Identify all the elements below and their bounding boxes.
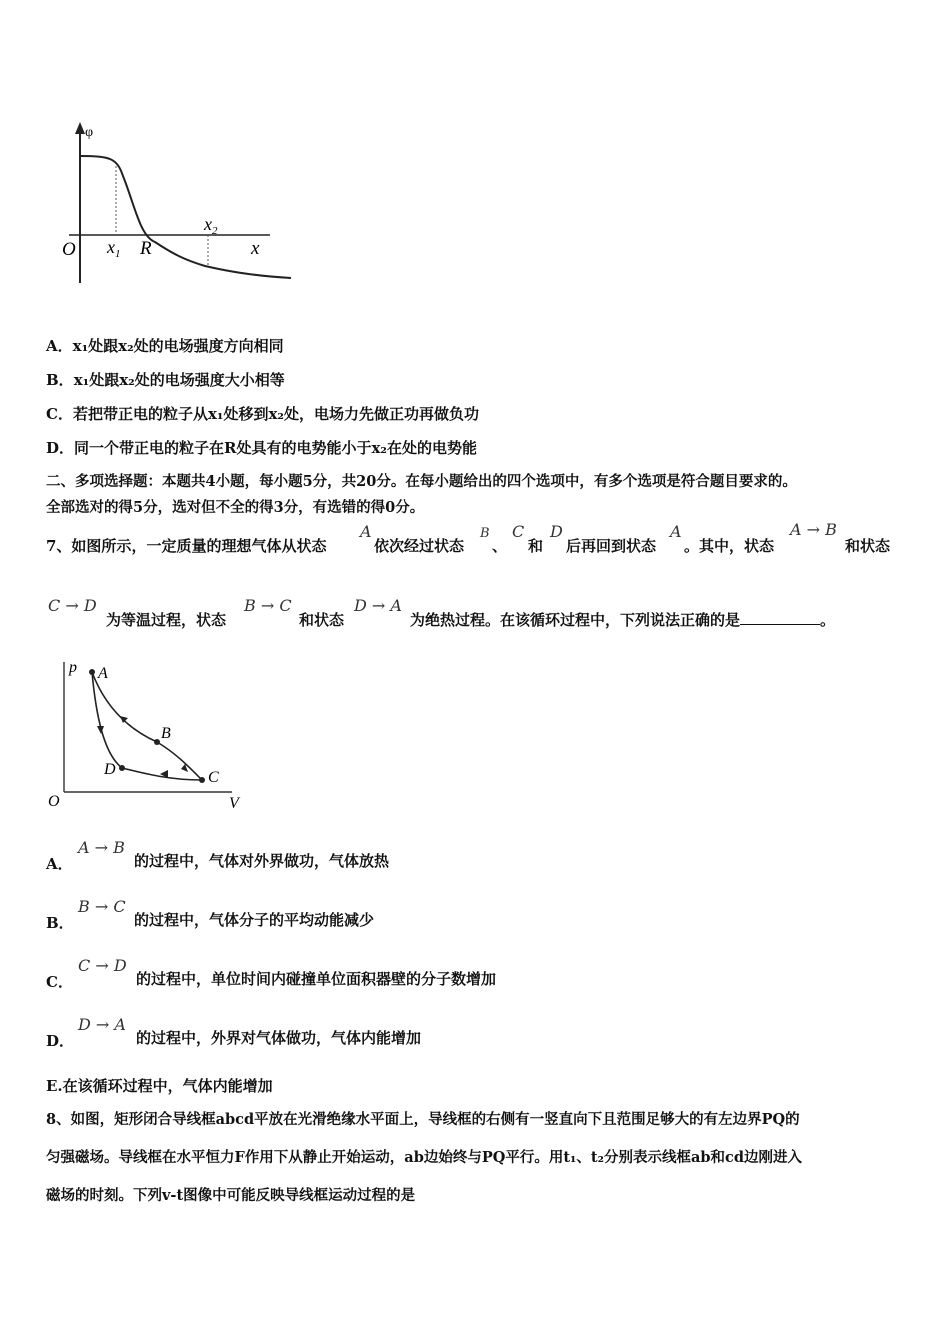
q7-math-a2: A	[670, 522, 682, 541]
q7-option-b-text: 的过程中，气体分子的平均动能减少	[134, 911, 375, 929]
point-a	[89, 669, 95, 675]
q7-stem-t6: 和状态	[845, 537, 891, 555]
point-c-label: C	[208, 769, 219, 786]
q7-option-c-text: 的过程中，单位时间内碰撞单位面积器壁的分子数增加	[136, 970, 497, 988]
q7-option-d-text: 的过程中，外界对气体做功，气体内能增加	[136, 1029, 422, 1047]
section2-instructions-line1: 二、多项选择题：本题共4小题，每小题5分，共20分。在每小题给出的四个选项中，有多个选项是符合题目要求的。	[46, 473, 797, 490]
q7-stem-t3: 和	[528, 537, 544, 555]
answer-blank[interactable]	[740, 610, 820, 625]
x2-label: $x_2$	[204, 214, 218, 237]
q7-stem-t4: 后再回到状态	[566, 537, 657, 555]
phi-x-graph	[55, 118, 305, 290]
q7-stem-t9: 为绝热过程。在该循环过程中，下列说法正确的是 。	[410, 611, 836, 629]
x1-label: $x_1$	[107, 237, 121, 260]
q6-option-a[interactable]: A．x₁处跟x₂处的电场强度方向相同	[46, 337, 284, 355]
origin-label-pv: O	[48, 793, 60, 810]
phi-curve	[80, 156, 291, 278]
phi-axis-arrow-icon	[75, 122, 85, 134]
q7-math-ab: A → B	[790, 520, 837, 539]
q7-math-da: D → A	[354, 596, 402, 615]
p-axis-label: p	[69, 659, 77, 676]
q6-option-d[interactable]: D．同一个带正电的粒子在R处具有的电势能小于x₂在处的电势能	[46, 439, 477, 457]
q7-stem-t5: 。其中，状态	[684, 537, 775, 555]
q7-option-b-math: B → C	[78, 897, 126, 916]
q7-math-bc: B → C	[244, 596, 292, 615]
q7-stem-prefix: 7、如图所示，一定质量的理想气体从状态	[46, 537, 327, 555]
point-b	[154, 739, 160, 745]
phi-label: φ	[85, 125, 94, 140]
q7-stem-t8: 和状态	[299, 611, 345, 629]
q7-stem-t2: 、	[492, 537, 508, 555]
point-d	[119, 765, 125, 771]
q8-stem-line3: 磁场的时刻。下列v-t图像中可能反映导线框运动过程的是	[46, 1187, 416, 1204]
x-axis-label: x	[251, 238, 260, 259]
section2-instructions-line2: 全部选对的得5分，选对但不全的得3分，有选错的得0分。	[46, 499, 425, 516]
q7-option-c-letter: C．	[46, 973, 73, 991]
pv-graph	[42, 656, 257, 814]
q7-math-d: D	[550, 522, 563, 541]
q8-stem-line2: 匀强磁场。导线框在水平恒力F作用下从静止开始运动，ab边始终与PQ平行。用t₁、t₂分别表示线框ab和cd边刚进入	[46, 1149, 802, 1166]
point-d-label: D	[104, 761, 116, 778]
v-axis-label: V	[229, 795, 239, 812]
q8-stem-line1: 8、如图，矩形闭合导线框abcd平放在光滑绝缘水平面上，导线框的右侧有一竖直向下且范围足够大的有左边界PQ的	[46, 1111, 800, 1128]
q7-option-e[interactable]: E.在该循环过程中，气体内能增加	[46, 1077, 273, 1095]
q7-option-d-math: D → A	[78, 1015, 126, 1034]
q6-option-b[interactable]: B．x₁处跟x₂处的电场强度大小相等	[46, 371, 285, 389]
r-label: R	[140, 238, 152, 259]
q7-math-b: B	[480, 526, 490, 541]
point-b-label: B	[161, 725, 171, 742]
q7-stem-t1: 依次经过状态	[374, 537, 465, 555]
q6-option-c[interactable]: C．若把带正电的粒子从x₁处移到x₂处，电场力先做正功再做负功	[46, 405, 479, 423]
q7-option-a-text: 的过程中，气体对外界做功，气体放热	[134, 852, 390, 870]
point-a-label: A	[98, 665, 108, 682]
q7-math-a: A	[360, 522, 372, 541]
q7-option-a-math: A → B	[78, 838, 125, 857]
q7-stem-t7: 为等温过程，状态	[106, 611, 227, 629]
adiabat-da-path	[92, 672, 122, 768]
q7-math-cd: C → D	[48, 596, 97, 615]
q7-option-d-letter: D．	[46, 1032, 75, 1050]
point-c	[199, 777, 205, 783]
q7-option-a-letter: A．	[46, 855, 73, 873]
q7-option-c-math: C → D	[78, 956, 127, 975]
q7-math-c: C	[512, 522, 525, 541]
q7-option-b-letter: B．	[46, 914, 74, 932]
origin-label: O	[62, 239, 76, 260]
